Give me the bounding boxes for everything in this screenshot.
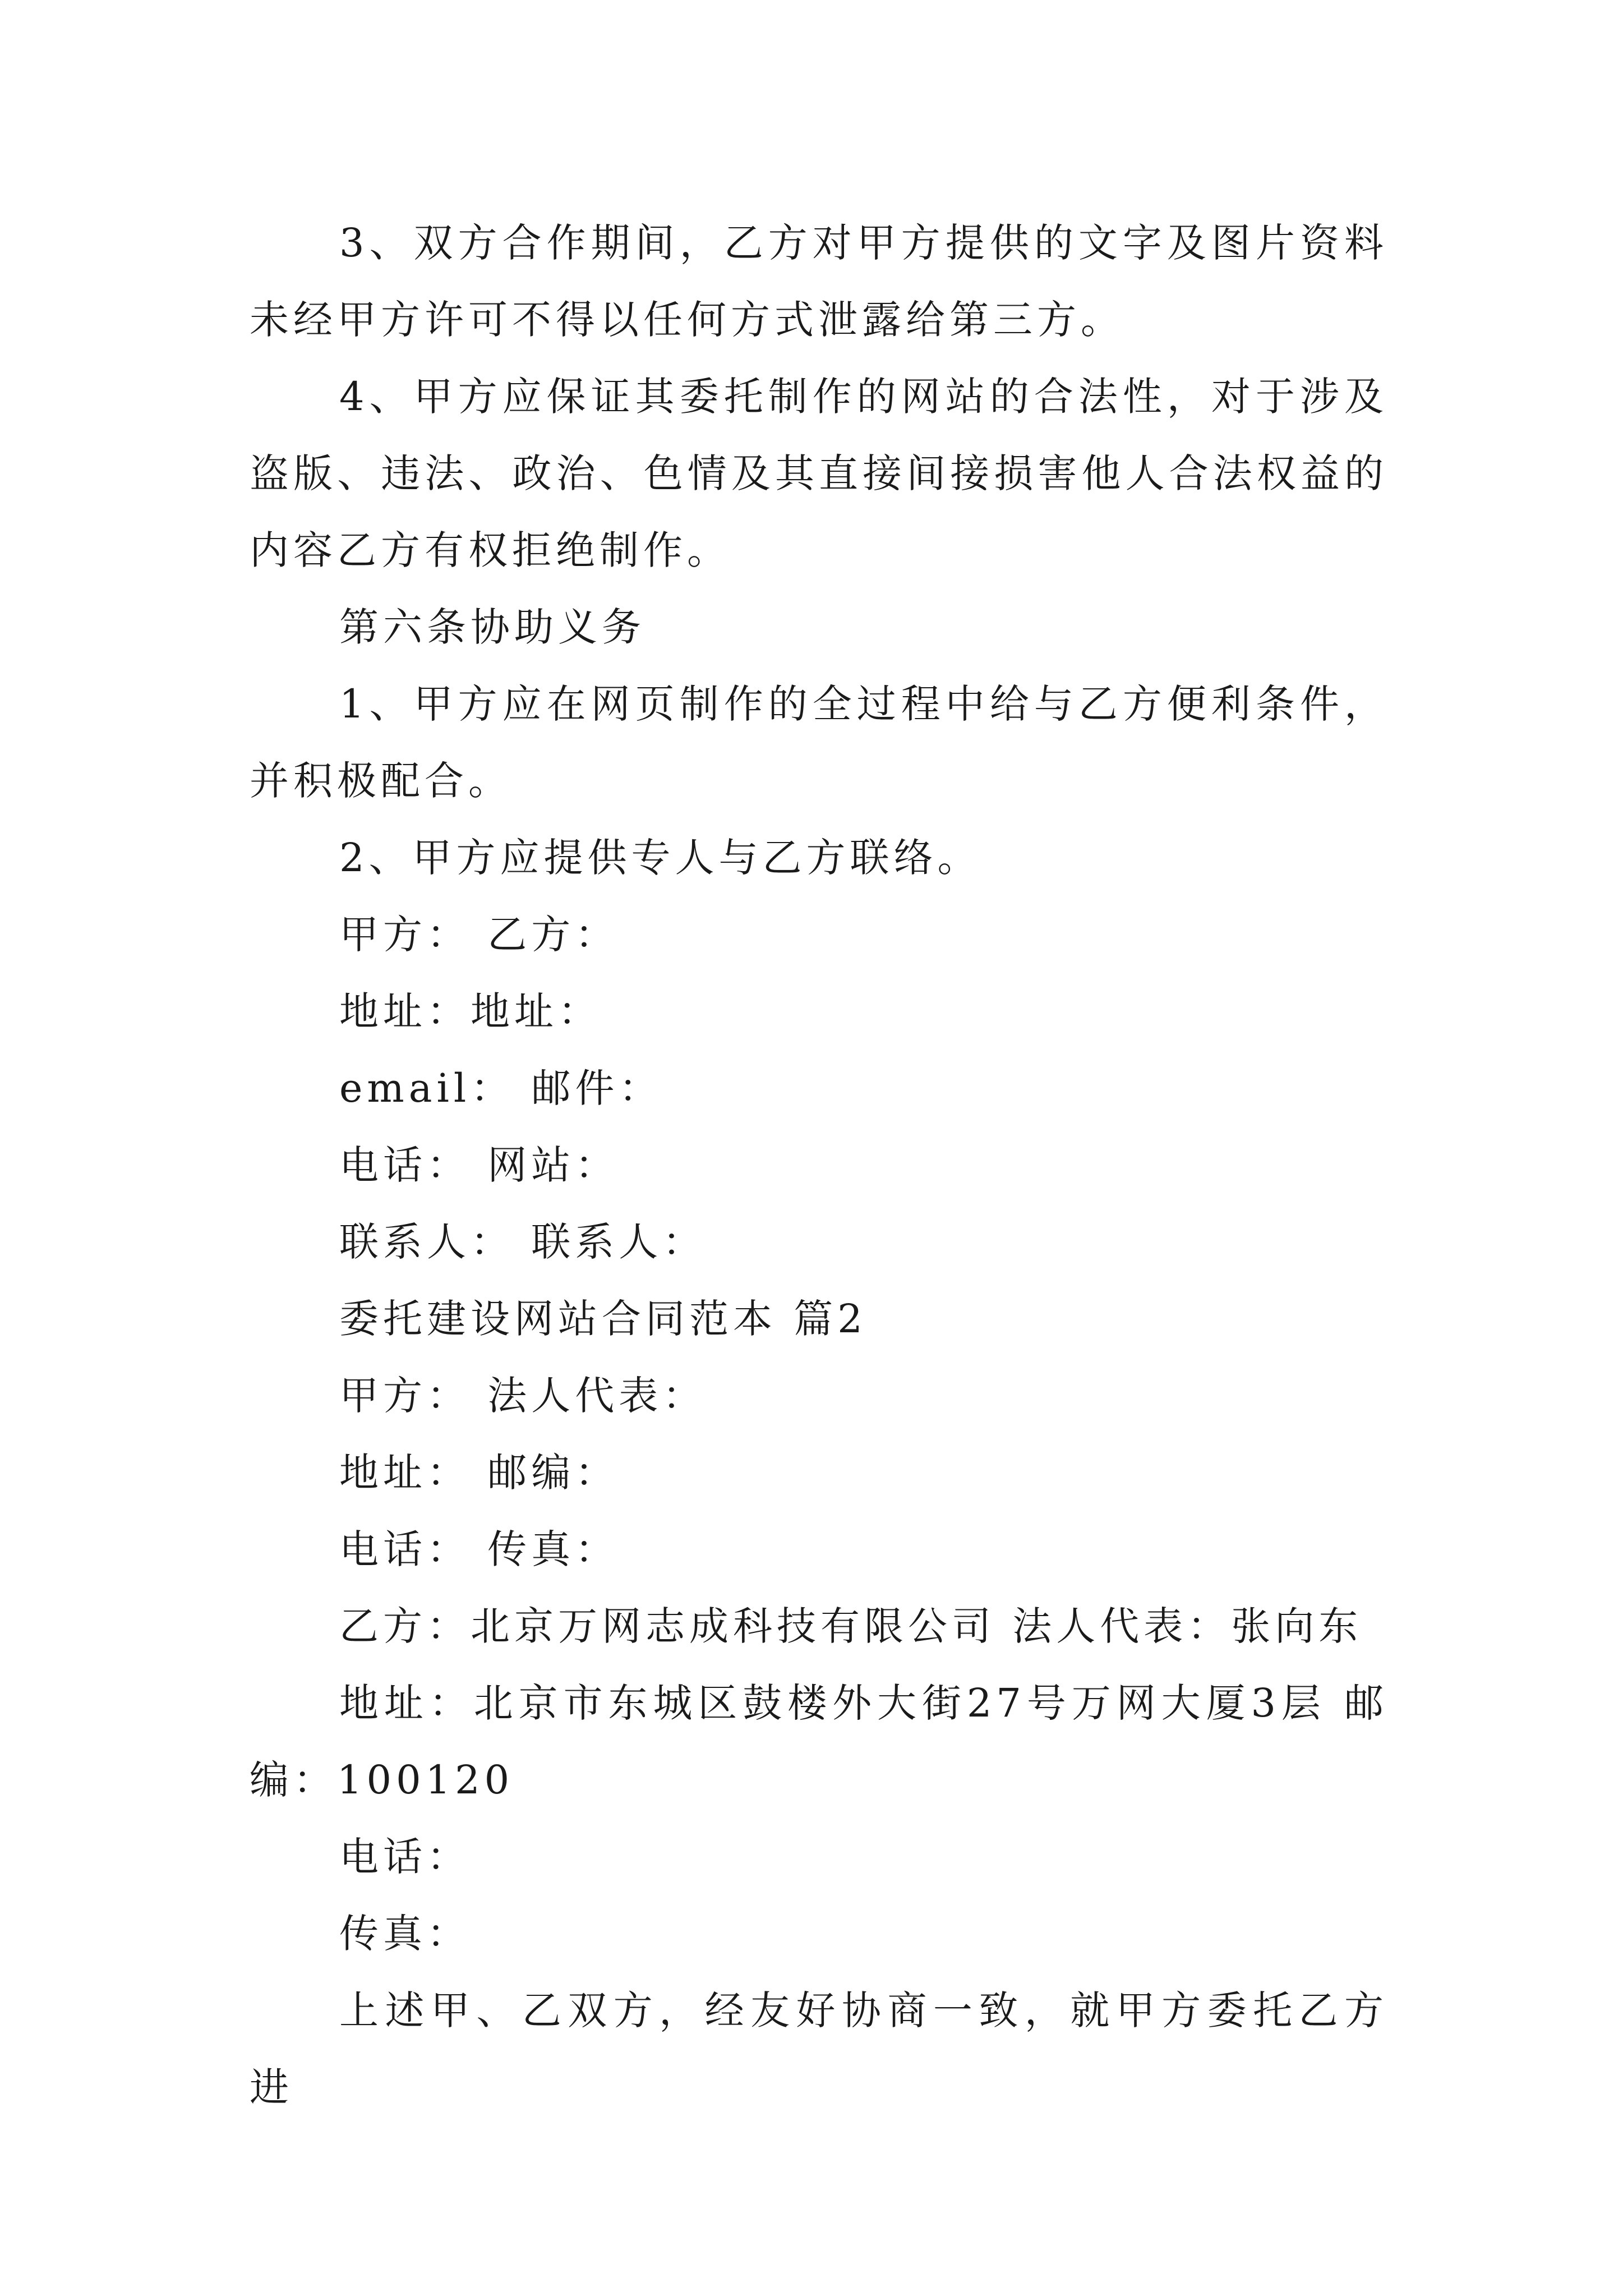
party-b-phone-line: 电话： (339, 1834, 471, 1880)
phone-website-line: 电话： 网站： (339, 1142, 619, 1188)
clause-3-paragraph: 3、双方合作期间，乙方对甲方提供的文字及图片资料未经甲方许可不得以任何方式泄露给第三方。 (250, 220, 1388, 343)
party-b-fax-line: 传真： (339, 1911, 471, 1957)
party-a-address-line: 地址： 邮编： (339, 1450, 619, 1496)
address-line: 地址：地址： (339, 988, 602, 1034)
party-a-phone-fax-line: 电话： 传真： (339, 1526, 619, 1572)
contact-line: 联系人： 联系人： (339, 1219, 707, 1265)
article-6-clause-2: 2、甲方应提供专人与乙方联络。 (339, 835, 981, 881)
section-title: 委托建设网站合同范本 篇2 (339, 1296, 867, 1342)
document-body (250, 205, 1388, 2126)
agreement-intro-line: 上述甲、乙双方，经友好协商一致，就甲方委托乙方进 (250, 1987, 1388, 2110)
article-6-clause-1: 1、甲方应在网页制作的全过程中给与乙方便利条件，并积极配合。 (250, 681, 1388, 804)
article-6-heading: 第六条协助义务 (339, 604, 645, 650)
party-b-address-line: 地址：北京市东城区鼓楼外大街27号万网大厦3层 邮编：100120 (250, 1680, 1388, 1803)
party-line: 甲方： 乙方： (339, 912, 619, 958)
party-b-line: 乙方：北京万网志成科技有限公司 法人代表：张向东 (339, 1603, 1363, 1649)
party-a-representative-line: 甲方： 法人代表： (339, 1373, 707, 1419)
clause-4-paragraph: 4、甲方应保证其委托制作的网站的合法性，对于涉及盗版、违法、政治、色情及其直接间接损害他人合法权益的内容乙方有权拒绝制作。 (250, 374, 1388, 573)
email-line: email： 邮件： (339, 1065, 663, 1111)
